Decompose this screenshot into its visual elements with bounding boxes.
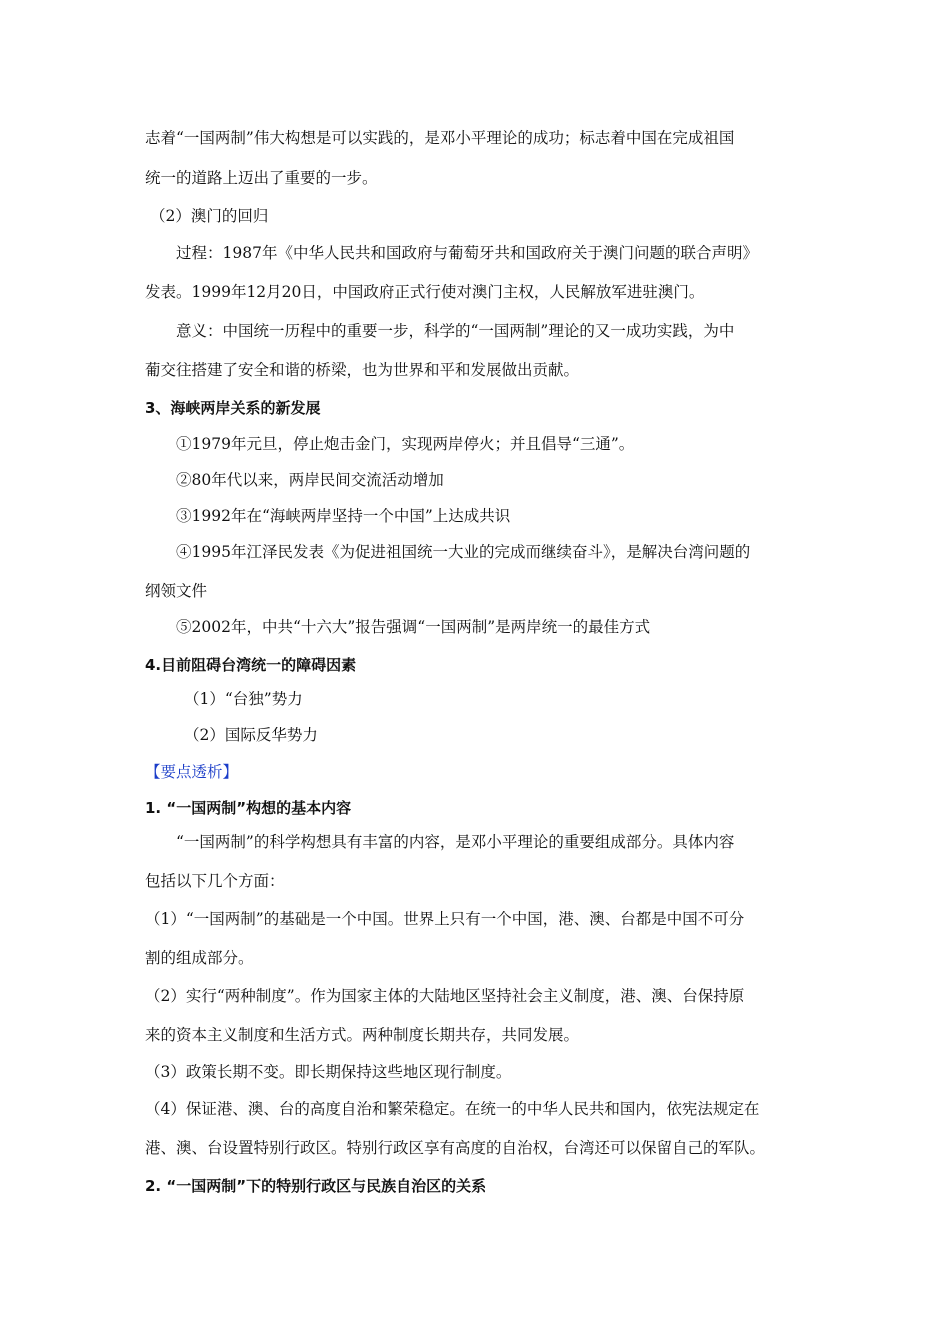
list-item: ⑤2002年，中共“十六大”报告强调“一国两制”是两岸统一的最佳方式 — [176, 618, 651, 636]
paragraph-line: 志着“一国两制”伟大构想是可以实践的，是邓小平理论的成功；标志着中国在完成祖国 — [145, 129, 735, 147]
section-heading-cross-strait: 3、海峡两岸关系的新发展 — [145, 399, 321, 417]
paragraph-line: （4）保证港、澳、台的高度自治和繁荣稳定。在统一的中华人民共和国内，依宪法规定在 — [145, 1100, 760, 1118]
list-item: ②80年代以来，两岸民间交流活动增加 — [176, 471, 444, 489]
paragraph-line: （3）政策长期不变。即长期保持这些地区现行制度。 — [145, 1063, 512, 1081]
paragraph-line: 过程：1987年《中华人民共和国政府与葡萄牙共和国政府关于澳门问题的联合声明》 — [176, 244, 758, 262]
list-item: ④1995年江泽民发表《为促进祖国统一大业的完成而继续奋斗》，是解决台湾问题的 — [176, 543, 751, 561]
paragraph-line: 发表。1999年12月20日，中国政府正式行使对澳门主权，人民解放军进驻澳门。 — [145, 283, 705, 301]
subheading-macau-return: （2）澳门的回归 — [150, 207, 269, 225]
list-item: ③1992年在“海峡两岸坚持一个中国”上达成共识 — [176, 507, 511, 525]
paragraph-line: 葡交往搭建了安全和谐的桥梁，也为世界和平和发展做出贡献。 — [145, 361, 580, 379]
key-points-heading: 【要点透析】 — [145, 763, 239, 781]
paragraph-line: 统一的道路上迈出了重要的一步。 — [145, 169, 378, 187]
paragraph-line: 港、澳、台设置特别行政区。特别行政区享有高度的自治权，台湾还可以保留自己的军队。 — [145, 1139, 766, 1157]
paragraph-line: 意义：中国统一历程中的重要一步，科学的“一国两制”理论的又一成功实践，为中 — [176, 322, 735, 340]
paragraph-line: 来的资本主义制度和生活方式。两种制度长期共存，共同发展。 — [145, 1026, 580, 1044]
paragraph-line: 纲领文件 — [145, 582, 208, 600]
section-heading-basic-content: 1. “一国两制”构想的基本内容 — [145, 799, 352, 817]
section-heading-sar-relation: 2. “一国两制”下的特别行政区与民族自治区的关系 — [145, 1177, 487, 1195]
paragraph-line: 包括以下几个方面： — [145, 872, 285, 890]
list-item: （1）“台独”势力 — [184, 690, 303, 708]
list-item: （2）国际反华势力 — [184, 726, 318, 744]
paragraph-line: 割的组成部分。 — [145, 949, 254, 967]
section-heading-obstacles: 4.目前阻碍台湾统一的障碍因素 — [145, 656, 357, 674]
paragraph-line: （1）“一国两制”的基础是一个中国。世界上只有一个中国，港、澳、台都是中国不可分 — [145, 910, 745, 928]
list-item: ①1979年元旦，停止炮击金门，实现两岸停火；并且倡导“三通”。 — [176, 435, 635, 453]
paragraph-line: （2）实行“两种制度”。作为国家主体的大陆地区坚持社会主义制度，港、澳、台保持原 — [145, 987, 745, 1005]
paragraph-line: “一国两制”的科学构想具有丰富的内容，是邓小平理论的重要组成部分。具体内容 — [176, 833, 735, 851]
